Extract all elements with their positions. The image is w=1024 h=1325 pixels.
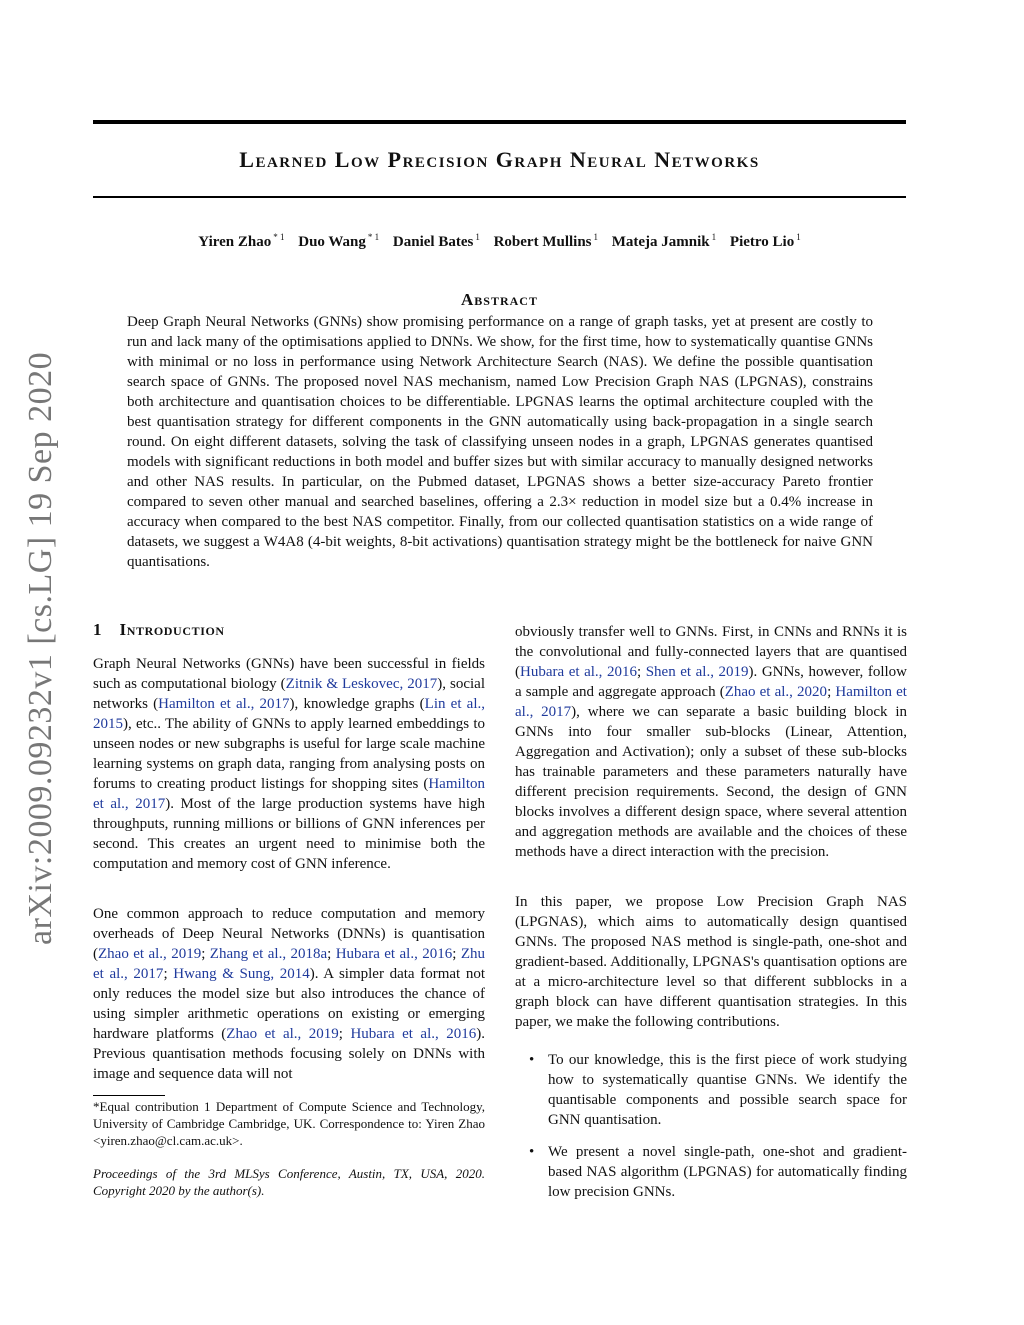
intro-paragraph: [515, 622, 907, 862]
citation-link[interactable]: Hamilton et al., 2017: [158, 696, 290, 712]
author-list: [93, 232, 906, 251]
abstract-heading: Abstract: [461, 290, 538, 309]
citation-link[interactable]: Hwang & Sung, 2014: [173, 966, 310, 982]
paper-title: Learned Low Precision Graph Neural Networks: [239, 147, 760, 172]
intro-paragraph: In this paper, we propose Low Precision Graph NAS (LPGNAS), which aims to automatically design quantised GNNs. The proposed NAS method is single-path, one-shot and gradient-based. Additionally, LPGNAS's quantisation options are at a micro-architecture level so that different subblocks in a graph block can have different quantisation strategies. In this paper, we make the following contributions.: [515, 894, 907, 1030]
text-run: ). Previous quantisation methods focusing solely on DNNs with image and sequence data will not: [93, 1026, 486, 1082]
citation-link[interactable]: Hubara et al., 2016: [335, 946, 453, 962]
section-heading: [93, 620, 225, 640]
contribution-item: • We present a novel single-path, one-shot and gradient-based NAS algorithm (LPGNAS) for automatically finding low precision GNNs.: [515, 1142, 907, 1202]
text-run: ;: [636, 664, 646, 680]
text-run: ), etc.. The ability of GNNs to apply learned embeddings to unseen nodes or new subgraphs is useful for large scale machine learning systems on graph data, ranging from analysing posts on forums to creating product listings for shopping sites (: [93, 716, 485, 792]
text-run: One common approach to reduce computation and memory overheads of Deep Neural Networks (DNNs) is quantisation (: [93, 906, 485, 962]
section-number: 1: [93, 620, 102, 639]
citation-link[interactable]: Hubara et al., 2016: [350, 1026, 477, 1042]
citation-link[interactable]: Zhao et al., 2019: [98, 946, 202, 962]
text-run: ). A simpler data format not only reduces the model size but also introduces the chance of using simpler arithmetic operations on existing or emerging hardware platforms (: [93, 966, 485, 1042]
citation-link[interactable]: Zitnik & Leskovec, 2017: [285, 676, 438, 692]
left-column-paragraph-2: [93, 904, 485, 1084]
section-title: Introduction: [119, 620, 225, 639]
title-top-rule: [93, 120, 906, 124]
arxiv-side-stamp: arXiv:2009.09232v1 [cs.LG] 19 Sep 2020: [22, 351, 59, 945]
text-run: ;: [827, 684, 836, 700]
author: Pietro Lio $^1$: [729, 232, 801, 250]
citation-link[interactable]: Lin et al., 2015: [93, 696, 486, 732]
author: Duo Wang $^{* 1}$: [298, 232, 380, 250]
text-run: obviously transfer well to GNNs. First, in CNNs and RNNs it is the convolutional and fully-connected layers that are quantised (: [515, 624, 907, 680]
intro-paragraph: [93, 904, 485, 1084]
intro-paragraph: [93, 654, 485, 874]
left-column-paragraph-1: [93, 654, 485, 874]
text-run: ), social networks (: [93, 676, 486, 712]
text-run: ;: [163, 966, 174, 982]
citation-link[interactable]: Shen et al., 2019: [645, 664, 749, 680]
text-run: ;: [327, 946, 336, 962]
text-run: ). GNNs, however, follow a sample and aggregate approach (: [515, 664, 907, 700]
abstract-text: Deep Graph Neural Networks (GNNs) show promising performance on a range of graph tasks, yet at present are costly to run and lack many of the optimisations applied to DNNs. We show, for the first time, how to systematically quantise GNNs with minimal or no loss in performance using Network Architecture Search (NAS). We define the possible quantisation search space of GNNs. The proposed novel NAS mechanism, named Low Precision Graph NAS (LPGNAS), constrains both architecture and quantisation choices to be differentiable. LPGNAS learns the optimal architecture coupled with the best quantisation strategy for different components in the GNN automatically using back-propagation in a single search round. On eight different datasets, solving the task of classifying unseen nodes in a graph, LPGNAS generates quantised models with significant reductions in both model and buffer sizes but with similar accuracy to manually designed networks and other NAS results. In particular, on the Pubmed dataset, LPGNAS shows a better size-accuracy Pareto frontier compared to seven other manual and searched baselines, offering a 2.3× reduction in model size but a 0.4% increase in accuracy when compared to the best NAS competitor. Finally, from our collected quantisation statistics on a wide range of datasets, we suggest a W4A8 (4-bit weights, 8-bit activations) quantisation strategy might be the bottleneck for naive GNN quantisations.: [127, 314, 873, 570]
text-run: ), knowledge graphs (: [289, 696, 425, 712]
text-run: ), where we can separate a basic building block in GNNs into four smaller sub-blocks (Linear, Attention, Aggregation and Activation); only a subset of these sub-blocks has trainable parameters and these parameters naturally have different precision requirements. Second, the design of GNN blocks involves a different design space, where several attention and aggregation methods are available and the choices of these methods have a direct interaction with the precision.: [515, 704, 907, 860]
citation-link[interactable]: Zhao et al., 2019: [226, 1026, 339, 1042]
right-column-paragraph-1: [515, 622, 907, 862]
author: Daniel Bates $^1$: [392, 232, 480, 250]
citation-link[interactable]: Hubara et al., 2016: [520, 664, 637, 680]
text-run: ;: [201, 946, 210, 962]
right-column-paragraph-2: [515, 892, 907, 1032]
title-bottom-rule: [93, 196, 906, 198]
contribution-item: • To our knowledge, this is the first piece of work studying how to systematically quantise GNNs. We identify the quantisable components and possible search space for GNN quantisation.: [515, 1050, 907, 1130]
citation-link[interactable]: Zhu et al., 2017: [93, 946, 485, 982]
citation-link[interactable]: Zhao et al., 2020: [724, 684, 828, 700]
footnote-proceedings: Proceedings of the 3rd MLSys Conference, Austin, TX, USA, 2020. Copyright 2020 by the author(s).: [93, 1166, 485, 1198]
citation-link[interactable]: Zhang et al., 2018a: [209, 946, 328, 962]
text-run: ;: [452, 946, 461, 962]
author: Mateja Jamnik $^1$: [611, 232, 717, 250]
text-run: ;: [338, 1026, 351, 1042]
author: Yiren Zhao $^{* 1}$: [198, 232, 285, 250]
footnote-affiliation: *Equal contribution 1 Department of Compute Science and Technology, University of Cambridge Cambridge, UK. Correspondence to: Yiren Zhao <yiren.zhao@cl.cam.ac.uk>.: [93, 1099, 485, 1148]
text-run: ). Most of the large production systems have high throughputs, running millions or billions of GNN inferences per second. This creates an urgent need to minimise both the computation and memory cost of GNN inference.: [93, 796, 485, 872]
citation-link[interactable]: Hamilton et al., 2017: [93, 776, 485, 812]
text-run: Graph Neural Networks (GNNs) have been successful in fields such as computational biology (: [93, 656, 485, 692]
author: Robert Mullins $^1$: [493, 232, 598, 250]
footnote-rule: [93, 1095, 165, 1096]
citation-link[interactable]: Hamilton et al., 2017: [515, 684, 907, 720]
contributions-list: [515, 1050, 907, 1214]
